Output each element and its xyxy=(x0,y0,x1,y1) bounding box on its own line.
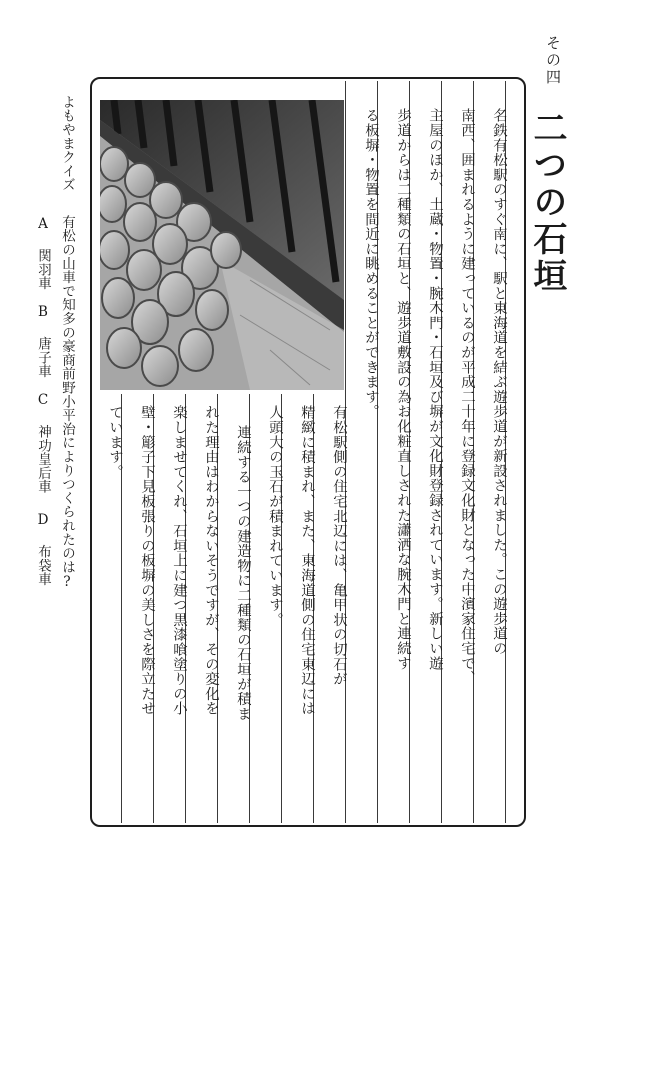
article-line: 南西、囲まれるように建っているのが平成二十年に登録文化財となった中濱家住宅で、 xyxy=(459,108,475,686)
article-line: 壁・簓子下見板張りの板塀の美しさを際立たせ xyxy=(139,405,155,716)
quiz-option: A 関羽車 xyxy=(35,216,51,290)
stone-wall-photo xyxy=(100,100,344,390)
article-line: 楽しませてくれ、石垣上に建つ黒漆喰塗りの小 xyxy=(171,405,187,716)
series-label: その四 xyxy=(544,35,562,86)
page-title: 二つの石垣 xyxy=(527,110,567,295)
article-line: 名鉄有松駅のすぐ南に、駅と東海道を結ぶ遊歩道が新設されました。この遊歩道の xyxy=(491,108,507,656)
article-line: れた理由はわからないそうですが、その変化を xyxy=(203,405,219,716)
article-line: 連続する一つの建造物に二種類の石垣が積ま xyxy=(235,425,251,721)
article-line: 人頭大の玉石が積まれています。 xyxy=(267,405,283,627)
article-line: 有松駅側の住宅北辺には、亀甲状の切石が xyxy=(331,405,347,687)
quiz-heading: よもやまクイズ xyxy=(59,95,75,192)
quiz-question: 有松の山車で知多の豪商前野小平治によりつくられたのは? xyxy=(59,215,75,591)
quiz-option: D 布袋車 xyxy=(35,512,51,586)
article-line: る板塀・物置を間近に眺めることができます。 xyxy=(363,108,379,419)
article-line: 精緻に積まれ、また、東海道側の住宅東辺には xyxy=(299,405,315,716)
quiz-option: C 神功皇后車 xyxy=(35,392,51,494)
quiz-option: B 唐子車 xyxy=(35,304,51,378)
article-line: 主屋のほか、土蔵・物置・腕木門・石垣及び塀が文化財登録されています。新しい遊 xyxy=(427,108,443,671)
article-line: ています。 xyxy=(107,405,123,479)
article-line: 歩道からは二種類の石垣と、遊歩道敷設の為お化粧直しされた瀟洒な腕木門と連続す xyxy=(395,108,411,671)
